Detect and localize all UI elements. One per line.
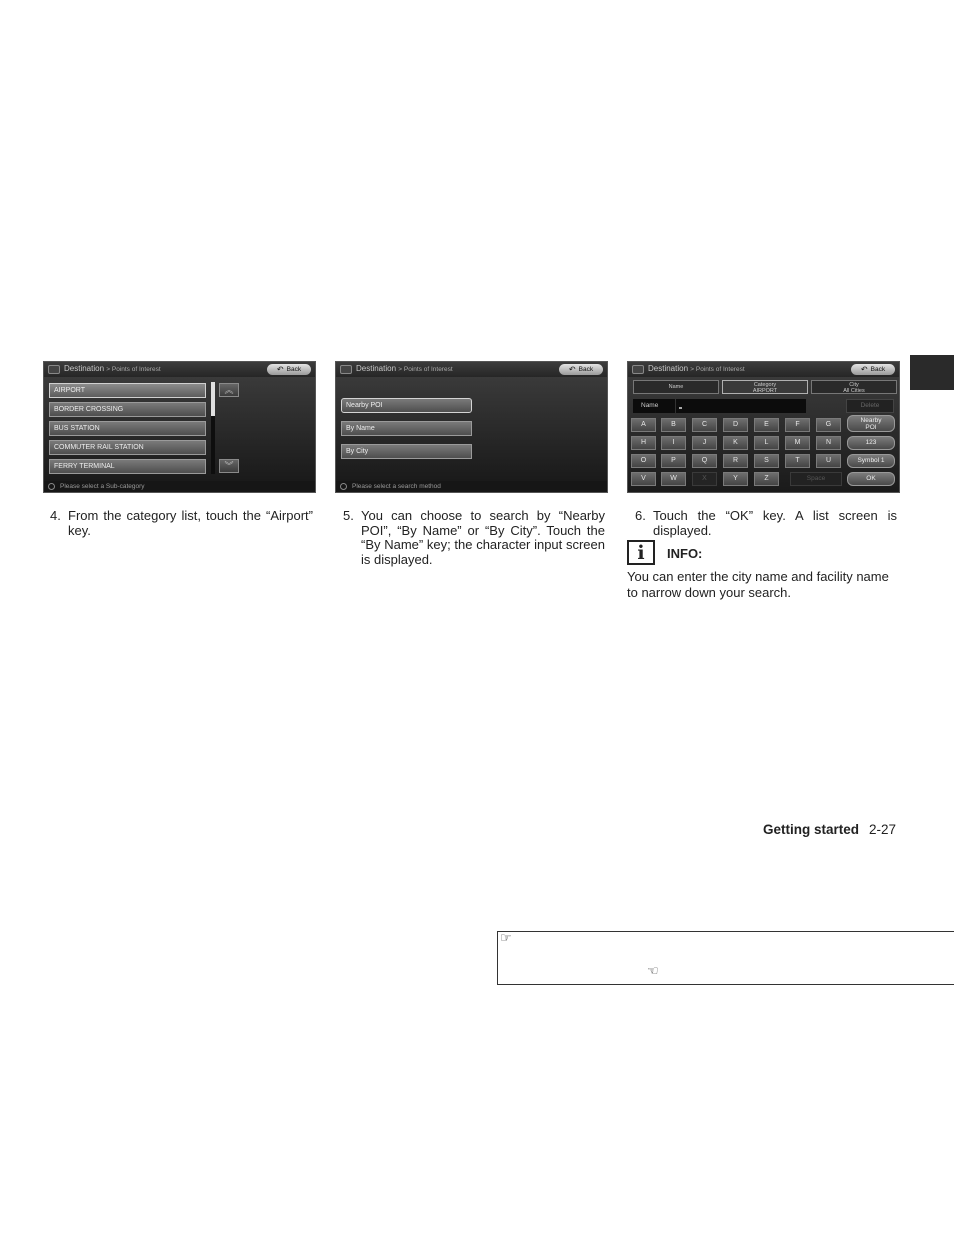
name-label: Name [633, 399, 675, 413]
tab-category[interactable]: Category AIRPORT [722, 380, 808, 394]
key-j[interactable]: J [692, 436, 717, 450]
chapter-tab [910, 355, 954, 390]
screen-title: Destination > Points of Interest [648, 364, 745, 373]
key-l[interactable]: L [754, 436, 779, 450]
nearby-poi-button[interactable]: Nearby POI [341, 398, 472, 413]
info-small-icon [48, 483, 55, 490]
key-y[interactable]: Y [723, 472, 748, 486]
number-key[interactable]: 123 [847, 436, 895, 450]
key-v[interactable]: V [631, 472, 656, 486]
key-r[interactable]: R [723, 454, 748, 468]
reference-box [497, 931, 954, 985]
screen-header [44, 362, 315, 377]
nearby-poi-key[interactable]: Nearby POI [847, 415, 895, 432]
key-a[interactable]: A [631, 418, 656, 432]
info-text: You can enter the city name and facility name to narrow down your search. [627, 569, 889, 600]
screenshot-subcategory-list [43, 361, 316, 493]
scroll-down-icon[interactable]: ︾ [219, 459, 239, 473]
key-n[interactable]: N [816, 436, 841, 450]
screen-footer: Please select a Sub-category [44, 481, 315, 492]
step-5: 5. You can choose to search by “Nearby POI”, “By Name” or “By City”. Touch the “By Name” key; the character input screen is displayed. [343, 508, 605, 567]
space-key: Space [790, 472, 842, 486]
name-input[interactable] [676, 399, 806, 413]
key-p[interactable]: P [661, 454, 686, 468]
key-m[interactable]: M [785, 436, 810, 450]
back-button[interactable]: ↶ Back [267, 364, 311, 375]
key-z[interactable]: Z [754, 472, 779, 486]
screen-footer: Please select a search method [336, 481, 607, 492]
key-o[interactable]: O [631, 454, 656, 468]
back-arrow-icon: ↶ [568, 364, 576, 374]
category-ferry-terminal-button[interactable]: FERRY TERMINAL [49, 459, 206, 474]
key-q[interactable]: Q [692, 454, 717, 468]
screenshot-search-method [335, 361, 608, 493]
info-icon: i [627, 540, 655, 565]
destination-icon [48, 365, 60, 374]
key-b[interactable]: B [661, 418, 686, 432]
step-6: 6. Touch the “OK” key. A list screen is displayed. [635, 508, 897, 538]
key-t[interactable]: T [785, 454, 810, 468]
text-cursor [679, 407, 682, 409]
scrollbar[interactable] [211, 382, 215, 474]
key-c[interactable]: C [692, 418, 717, 432]
key-g[interactable]: G [816, 418, 841, 432]
step-4: 4. From the category list, touch the “Airport” key. [50, 508, 313, 538]
screen-title: Destination > Points of Interest [64, 364, 161, 373]
symbol-key[interactable]: Symbol 1 [847, 454, 895, 468]
key-e[interactable]: E [754, 418, 779, 432]
screen-body [44, 377, 315, 481]
category-commuter-rail-button[interactable]: COMMUTER RAIL STATION [49, 440, 206, 455]
info-title: INFO: [667, 546, 703, 561]
by-city-button[interactable]: By City [341, 444, 472, 459]
back-arrow-icon: ↶ [276, 364, 284, 374]
scroll-thumb[interactable] [211, 382, 215, 416]
by-name-button[interactable]: By Name [341, 421, 472, 436]
pointing-hand-icon: ☜ [647, 964, 659, 979]
pointing-hand-icon: ☞ [500, 931, 512, 946]
info-small-icon [340, 483, 347, 490]
screen-header [628, 362, 899, 377]
page-footer [763, 822, 896, 837]
key-u[interactable]: U [816, 454, 841, 468]
tab-name[interactable]: Name [633, 380, 719, 394]
section-title: Getting started [762, 822, 859, 837]
screen-body [336, 377, 607, 481]
key-w[interactable]: W [661, 472, 686, 486]
ok-button[interactable]: OK [847, 472, 895, 486]
destination-icon [632, 365, 644, 374]
screen-title: Destination > Points of Interest [356, 364, 453, 373]
key-f[interactable]: F [785, 418, 810, 432]
key-d[interactable]: D [723, 418, 748, 432]
destination-icon [340, 365, 352, 374]
key-x: X [692, 472, 717, 486]
back-button[interactable]: ↶ Back [851, 364, 895, 375]
category-bus-station-button[interactable]: BUS STATION [49, 421, 206, 436]
screenshot-character-input [627, 361, 900, 493]
screen-header [336, 362, 607, 377]
category-airport-button[interactable]: AIRPORT [49, 383, 206, 398]
back-arrow-icon: ↶ [860, 364, 868, 374]
scroll-up-icon[interactable]: ︽ [219, 383, 239, 397]
page-number: 2-27 [868, 822, 896, 837]
back-button[interactable]: ↶ Back [559, 364, 603, 375]
key-i[interactable]: I [661, 436, 686, 450]
screen-body [628, 377, 899, 492]
key-k[interactable]: K [723, 436, 748, 450]
tab-city[interactable]: City All Cities [811, 380, 897, 394]
key-s[interactable]: S [754, 454, 779, 468]
key-h[interactable]: H [631, 436, 656, 450]
category-border-crossing-button[interactable]: BORDER CROSSING [49, 402, 206, 417]
delete-button[interactable]: Delete [846, 399, 894, 413]
